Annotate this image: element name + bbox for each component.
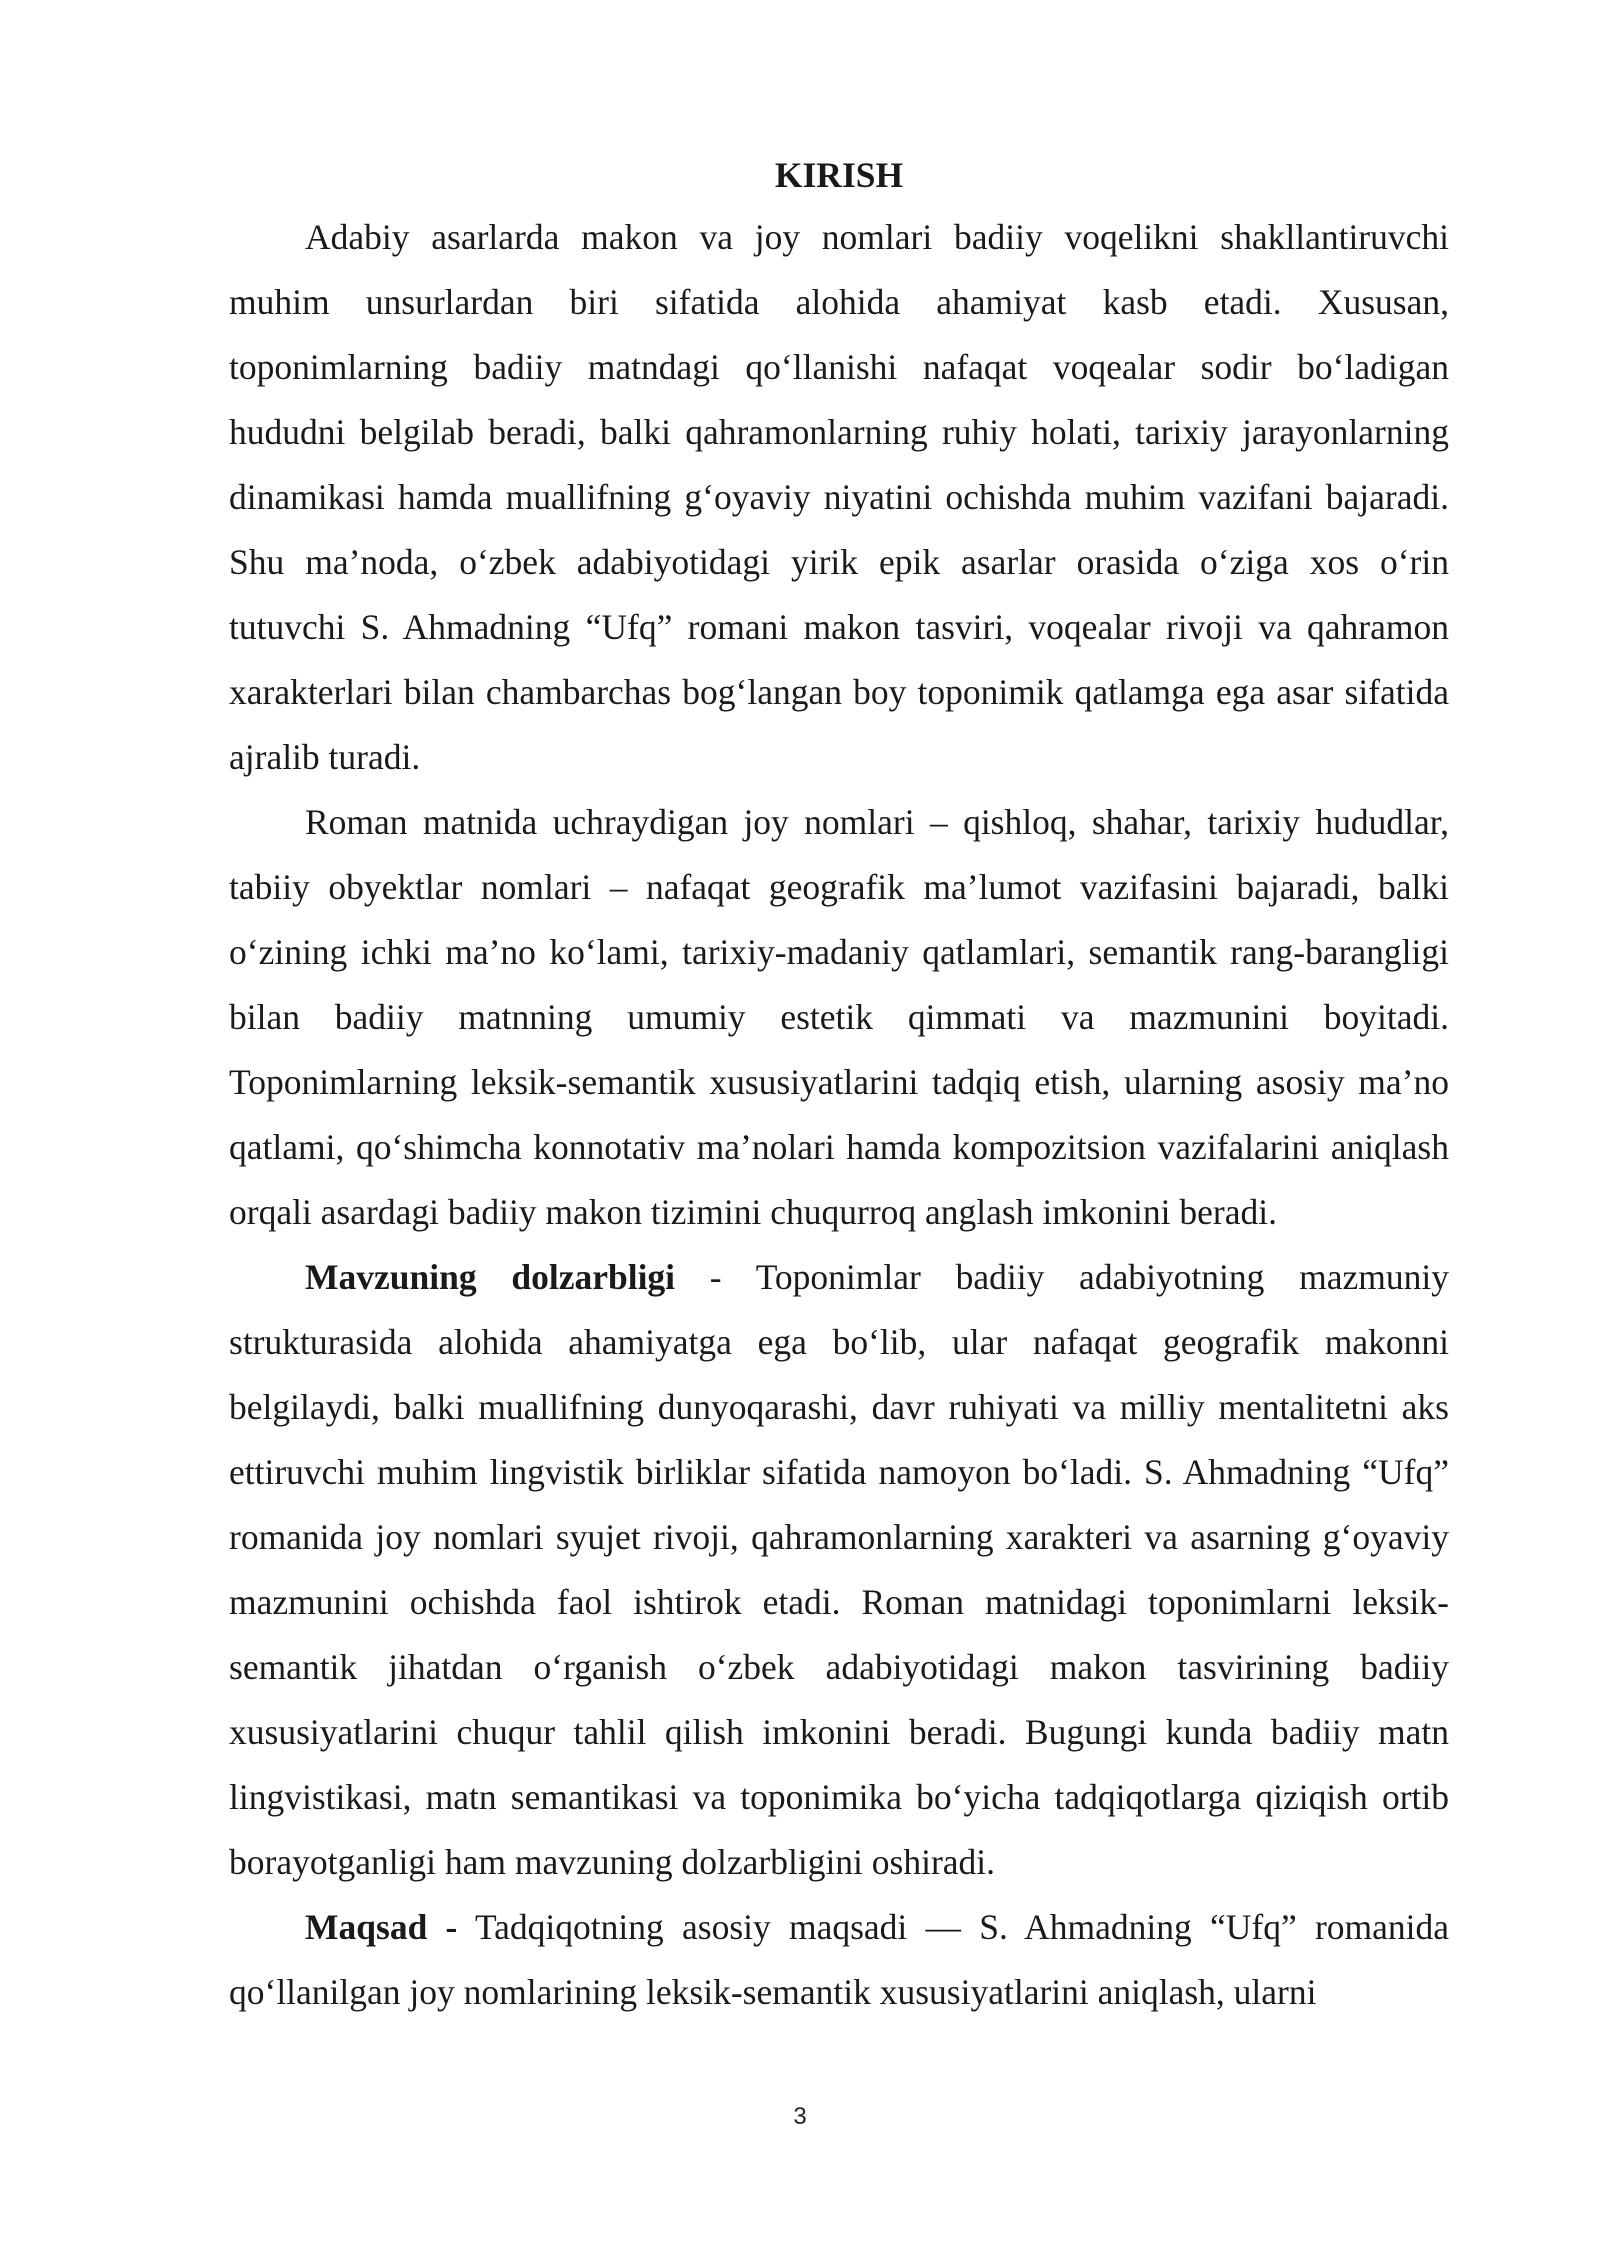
page-number: 3 [793,2103,807,2130]
paragraph-lead-bold: Maqsad - [305,1907,458,1947]
paragraph-goal [229,1895,1449,2025]
paragraph-lead-bold: Mavzuning dolzarbligi [305,1257,676,1297]
paragraph-text: - Toponimlar badiiy adabiyotning mazmuniy strukturasida alohida ahamiyatga ega bo‘lib, ular nafaqat geografik makonni belgilaydi, balki muallifning dunyoqarashi, davr ruhiyati va milliy mentalitetni aks ettiruvchi muhim lingvistik birliklar sifatida namoyon bo‘ladi. S. Ahmadning “Ufq” romanida joy nomlari syujet rivoji, qahramonlarning xarakteri va asarning g‘oyaviy mazmunini ochishda faol ishtirok etadi. Roman matnidagi toponimlarni leksik-semantik jihatdan o‘rganish o‘zbek adabiyotidagi makon tasvirining badiiy xususiyatlarini chuqur tahlil qilish imkonini beradi. Bugungi kunda badiiy matn lingvistikasi, matn semantikasi va toponimika bo‘yicha tadqiqotlarga qiziqish ortib borayotganligi ham mavzuning dolzarbligini oshiradi. [229,1257,1450,1882]
paragraph-text: Adabiy asarlarda makon va joy nomlari badiiy voqelikni shakllantiruvchi muhim unsurlardan biri sifatida alohida ahamiyat kasb etadi. Xususan, toponimlarning badiiy matndagi qo‘llanishi nafaqat voqealar sodir bo‘ladigan hududni belgilab beradi, balki qahramonlarning ruhiy holati, tarixiy jarayonlarning dinamikasi hamda muallifning g‘oyaviy niyatini ochishda muhim vazifani bajaradi. Shu ma’noda, o‘zbek adabiyotidagi yirik epik asarlar orasida o‘ziga xos o‘rin tutuvchi S. Ahmadning “Ufq” romani makon tasviri, voqealar rivoji va qahramon xarakterlari bilan chambarchas bog‘langan boy toponimik qatlamga ega asar sifatida ajralib turadi. [229,217,1449,777]
document-body [229,145,1449,2025]
section-heading: KIRISH [774,155,904,195]
paragraph-toponyms [229,790,1449,1245]
paragraph-text: Tadqiqotning asosiy maqsadi — S. Ahmadning “Ufq” romanida qo‘llanilgan joy nomlarining leksik-semantik xususiyatlarini aniqlash, ularni [229,1907,1449,2012]
paragraph-intro [229,205,1449,790]
paragraph-relevance [229,1245,1449,1895]
paragraph-text: Roman matnida uchraydigan joy nomlari – qishloq, shahar, tarixiy hududlar, tabiiy obyektlar nomlari – nafaqat geografik ma’lumot vazifasini bajaradi, balki o‘zining ichki ma’no ko‘lami, tarixiy-madaniy qatlamlari, semantik rang-barangligi bilan badiiy matnning umumiy estetik qimmati va mazmunini boyitadi. Toponimlarning leksik-semantik xususiyatlarini tadqiq etish, ularning asosiy ma’no qatlami, qo‘shimcha konnotativ ma’nolari hamda kompozitsion vazifalarini aniqlash orqali asardagi badiiy makon tizimini chuqurroq anglash imkonini beradi. [229,802,1449,1232]
